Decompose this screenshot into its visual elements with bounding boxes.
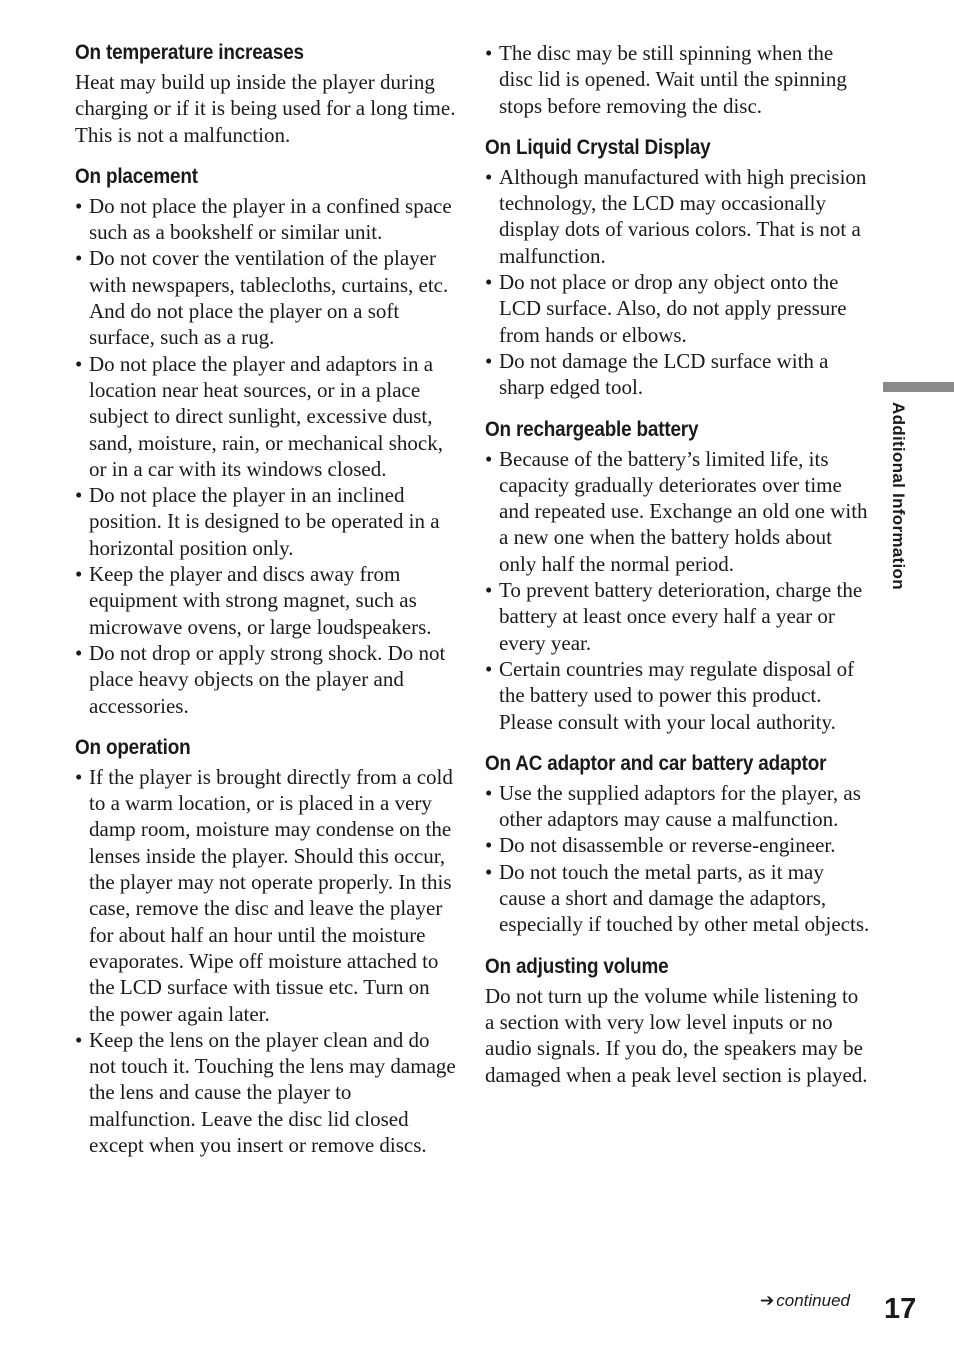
bullet-list: [485, 40, 870, 119]
bullet-icon: •: [485, 41, 493, 65]
list-item-text: Because of the battery’s limited life, its capacity gradually deteriorates over time and repeated use. Exchange an old one with a new one when the battery holds about only half the normal period.: [499, 446, 868, 576]
section-temperature: [75, 40, 460, 148]
list-item: [485, 40, 870, 119]
list-item-text: Although manufactured with high precision technology, the LCD may occasionally display dots of various colors. That is not a malfunction.: [499, 164, 867, 268]
bullet-icon: •: [75, 246, 83, 271]
list-item: [75, 561, 460, 640]
list-item: [485, 164, 870, 269]
section-heading: On adjusting volume: [485, 954, 669, 978]
bullet-icon: •: [485, 656, 493, 681]
list-item-text: Keep the lens on the player clean and do not touch it. Touching the lens may damage the lens and cause the player to malfunction. Leave the disc lid closed except when you insert or remove discs.: [89, 1027, 456, 1157]
bullet-icon: •: [75, 483, 83, 508]
list-item-text: Do not drop or apply strong shock. Do not place heavy objects on the player and accessories.: [89, 640, 446, 718]
list-item: [75, 482, 460, 561]
bullet-icon: •: [485, 446, 493, 471]
list-item: [75, 764, 460, 1027]
list-item: [75, 1027, 460, 1158]
bullet-list: [485, 446, 870, 735]
bullet-icon: •: [485, 859, 493, 884]
bullet-icon: •: [75, 562, 83, 587]
section-placement: [75, 164, 460, 719]
list-item-text: Keep the player and discs away from equipment with strong magnet, such as microwave ovens, or large loudspeakers.: [89, 562, 432, 639]
section-lcd: [485, 135, 870, 401]
bullet-icon: •: [485, 780, 493, 805]
bullet-icon: •: [75, 1027, 83, 1052]
section-heading: On temperature increases: [75, 41, 304, 64]
list-item-text: Do not place the player in a confined space such as a bookshelf or similar unit.: [89, 193, 452, 245]
right-arrow-icon: ➔: [760, 1291, 775, 1310]
side-tab-label: Additional Information: [889, 402, 908, 590]
list-item: [485, 446, 870, 577]
side-tab-bar: [883, 382, 954, 392]
list-item-text: Do not touch the metal parts, as it may cause a short and damage the adaptors, especially if touched by other metal objects.: [499, 859, 870, 937]
list-item-text: Do not place the player in an inclined position. It is designed to be operated in a horizontal position only.: [89, 483, 440, 560]
bullet-icon: •: [485, 578, 493, 603]
bullet-icon: •: [75, 193, 83, 218]
bullet-list: [75, 764, 460, 1158]
list-item-text: To prevent battery deterioration, charge the battery at least once every half a year or every year.: [499, 578, 863, 655]
right-column: [485, 40, 870, 1104]
bullet-list: [485, 164, 870, 401]
section-operation: [75, 735, 460, 1158]
list-item: [485, 832, 870, 858]
section-adaptor: [485, 751, 870, 938]
left-column: [75, 40, 460, 1174]
list-item-text: Use the supplied adaptors for the player, as other adaptors may cause a malfunction.: [499, 780, 861, 832]
section-heading: On rechargeable battery: [485, 417, 699, 441]
bullet-icon: •: [485, 348, 493, 373]
list-item: [485, 269, 870, 348]
section-paragraph: Heat may build up inside the player during charging or if it is being used for a long time. This is not a malfunction.: [75, 70, 456, 147]
list-item-text: Certain countries may regulate disposal of the battery used to power this product. Please consult with your local authority.: [499, 656, 855, 734]
list-item-text: If the player is brought directly from a cold to a warm location, or is placed in a very damp room, moisture may condense on the lenses inside the player. Should this occur, the player may not operate properly. In this case, remove the disc and leave the player for about half an hour until the moisture evaporates. Wipe off moisture attached to the LCD surface with tissue etc. Turn on the power again later.: [89, 764, 453, 1026]
list-item-text: Do not place the player and adaptors in a location near heat sources, or in a place subject to direct sunlight, excessive dust, sand, moisture, rain, or mechanical shock, or in a car with its windows closed.: [89, 351, 443, 481]
section-heading: On placement: [75, 164, 198, 188]
list-item: [485, 577, 870, 656]
list-item: [75, 351, 460, 482]
list-item: [75, 640, 460, 719]
section-battery: [485, 417, 870, 735]
list-item: [75, 245, 460, 350]
bullet-icon: •: [485, 270, 493, 295]
list-item: [485, 780, 870, 833]
list-item: [485, 656, 870, 735]
section-volume: [485, 954, 870, 1088]
bullet-icon: •: [485, 833, 493, 858]
section-paragraph: Do not turn up the volume while listening to a section with very low level inputs or no audio signals. If you do, the speakers may be damaged when a peak level section is played.: [485, 983, 868, 1087]
bullet-icon: •: [75, 351, 83, 376]
section-heading: On operation: [75, 735, 191, 759]
list-item: [485, 348, 870, 401]
bullet-icon: •: [75, 640, 83, 665]
list-item-text: Do not damage the LCD surface with a sharp edged tool.: [499, 348, 829, 400]
page-number: 17: [884, 1293, 917, 1325]
list-item: [75, 193, 460, 246]
bullet-list: [485, 780, 870, 938]
section-heading: On AC adaptor and car battery adaptor: [485, 751, 827, 775]
list-item: [485, 859, 870, 938]
continued-label: continued: [776, 1291, 850, 1310]
continued-indicator: [760, 1291, 850, 1311]
list-item-text: Do not cover the ventilation of the player with newspapers, tablecloths, curtains, etc. And do not place the player on a soft surface, such as a rug.: [89, 246, 449, 350]
bullet-icon: •: [75, 764, 83, 789]
bullet-list: [75, 193, 460, 719]
section-heading: On Liquid Crystal Display: [485, 135, 711, 159]
list-item-text: Do not disassemble or reverse-engineer.: [499, 833, 836, 858]
list-item-text: The disc may be still spinning when the disc lid is opened. Wait until the spinning stops before removing the disc.: [499, 41, 847, 118]
section-disc-continuation: [485, 40, 870, 119]
bullet-icon: •: [485, 164, 493, 189]
list-item-text: Do not place or drop any object onto the LCD surface. Also, do not apply pressure from hands or elbows.: [499, 270, 847, 347]
